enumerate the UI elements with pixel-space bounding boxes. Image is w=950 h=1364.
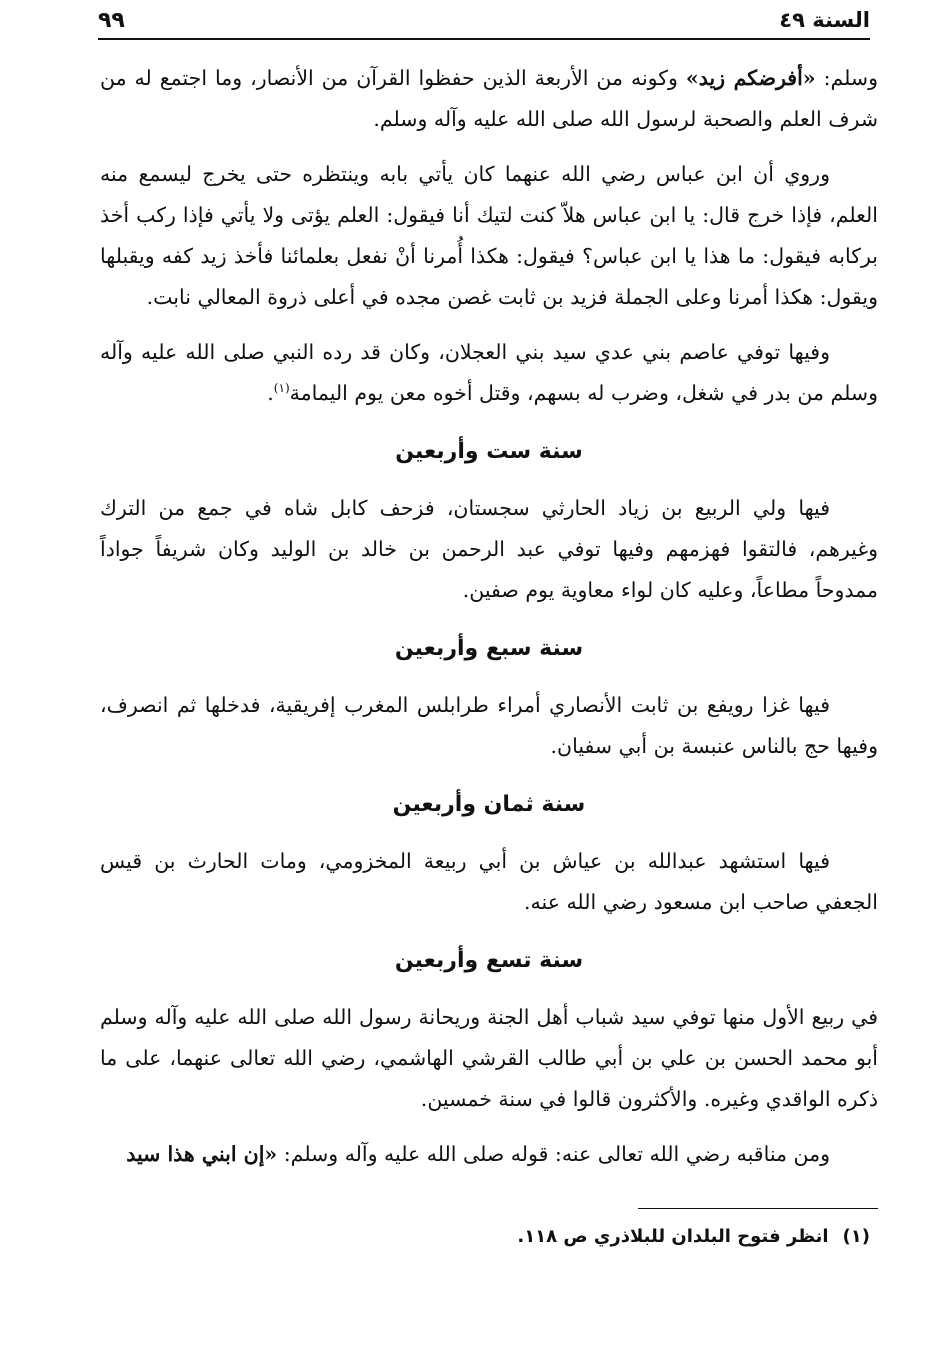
section-heading-47: سنة سبع وأربعين: [394, 636, 584, 661]
section-49-continuation: [100, 1134, 878, 1175]
footnote-reference[interactable]: (١): [273, 381, 290, 396]
continuation-quote: «إن ابني هذا سيد: [126, 1142, 278, 1166]
page-number: ٩٩: [98, 8, 125, 33]
paragraph-1-rest: وكونه من الأربعة الذين حفظوا القرآن من الأنصار، وما اجتمع له من شرف العلم والصحبة لرسول الله صلى الله عليه وآله وسلم.: [100, 66, 878, 131]
section-heading-48: سنة ثمان وأربعين: [392, 792, 586, 817]
paragraph-3-end: .: [267, 381, 274, 405]
footnote: [517, 1226, 870, 1247]
paragraph-3: [100, 332, 878, 414]
section-heading-49: سنة تسع وأربعين: [394, 948, 584, 973]
section-49-text: في ربيع الأول منها توفي سيد شباب أهل الجنة وريحانة رسول الله صلى الله عليه وآله وسلم أبو محمد الحسن بن علي بن أبي طالب القرشي الهاشمي، رضي الله تعالى عنهما، على ما ذكره الواقدي وغيره. والأكثرون قالوا في سنة خمسين.: [100, 1005, 878, 1111]
footnote-text: انظر فتوح البلدان للبلاذري ص ١١٨.: [517, 1226, 829, 1247]
footnote-number: (١): [842, 1226, 870, 1247]
main-text: [100, 58, 878, 1189]
section-48-text: فيها استشهد عبدالله بن عياش بن أبي ربيعة المخزومي، ومات الحارث بن قيس الجعفي صاحب ابن مسعود رضي الله عنه.: [100, 849, 878, 914]
paragraph-1-quote: «أفرضكم زيد»: [685, 66, 816, 90]
section-47-text: فيها غزا رويفع بن ثابت الأنصاري أمراء طرابلس المغرب إفريقية، فدخلها ثم انصرف، وفيها حج بالناس عنبسة بن أبي سفيان.: [100, 693, 878, 758]
section-heading-46: سنة ست وأربعين: [395, 439, 583, 464]
paragraph-1-prefix: وسلم:: [815, 66, 878, 90]
section-46-text: فيها ولي الربيع بن زياد الحارثي سجستان، فزحف كابل شاه في جمع من الترك وغيرهم، فالتقوا فهزمهم وفيها توفي عبد الرحمن بن خالد بن الوليد وكان شريفاً جواداً ممدوحاً مطاعاً، وعليه كان لواء معاوية يوم صفين.: [100, 496, 878, 602]
paragraph-2: وروي أن ابن عباس رضي الله عنهما كان يأتي بابه وينتظره حتى يخرج ليسمع منه العلم، فإذا خرج قال: يا ابن عباس هلاّ كنت لتيك أنا فيقول: العلم يؤتى ولا يأتي فإذا ركب أخذ بركابه فيقول: ما هذا يا ابن عباس؟ فيقول: هكذا أُمرنا أنْ نفعل بعلمائنا فأخذ زيد كفه ويقبلها ويقول: هكذا أمرنا وعلى الجملة فزيد بن ثابت غصن مجده في أعلى ذروة المعالي نابت.: [100, 162, 878, 309]
paragraph-1: [100, 58, 878, 140]
paragraph-3-text: وفيها توفي عاصم بني عدي سيد بني العجلان، وكان قد رده النبي صلى الله عليه وآله وسلم من بدر في شغل، وضرب له بسهم، وقتل أخوه معن يوم اليمامة: [100, 340, 878, 405]
footnote-divider: [638, 1208, 878, 1209]
header-title: السنة ٤٩: [779, 8, 870, 32]
running-header: [98, 6, 870, 40]
continuation-text: ومن مناقبه رضي الله تعالى عنه: قوله صلى الله عليه وآله وسلم:: [277, 1142, 830, 1166]
